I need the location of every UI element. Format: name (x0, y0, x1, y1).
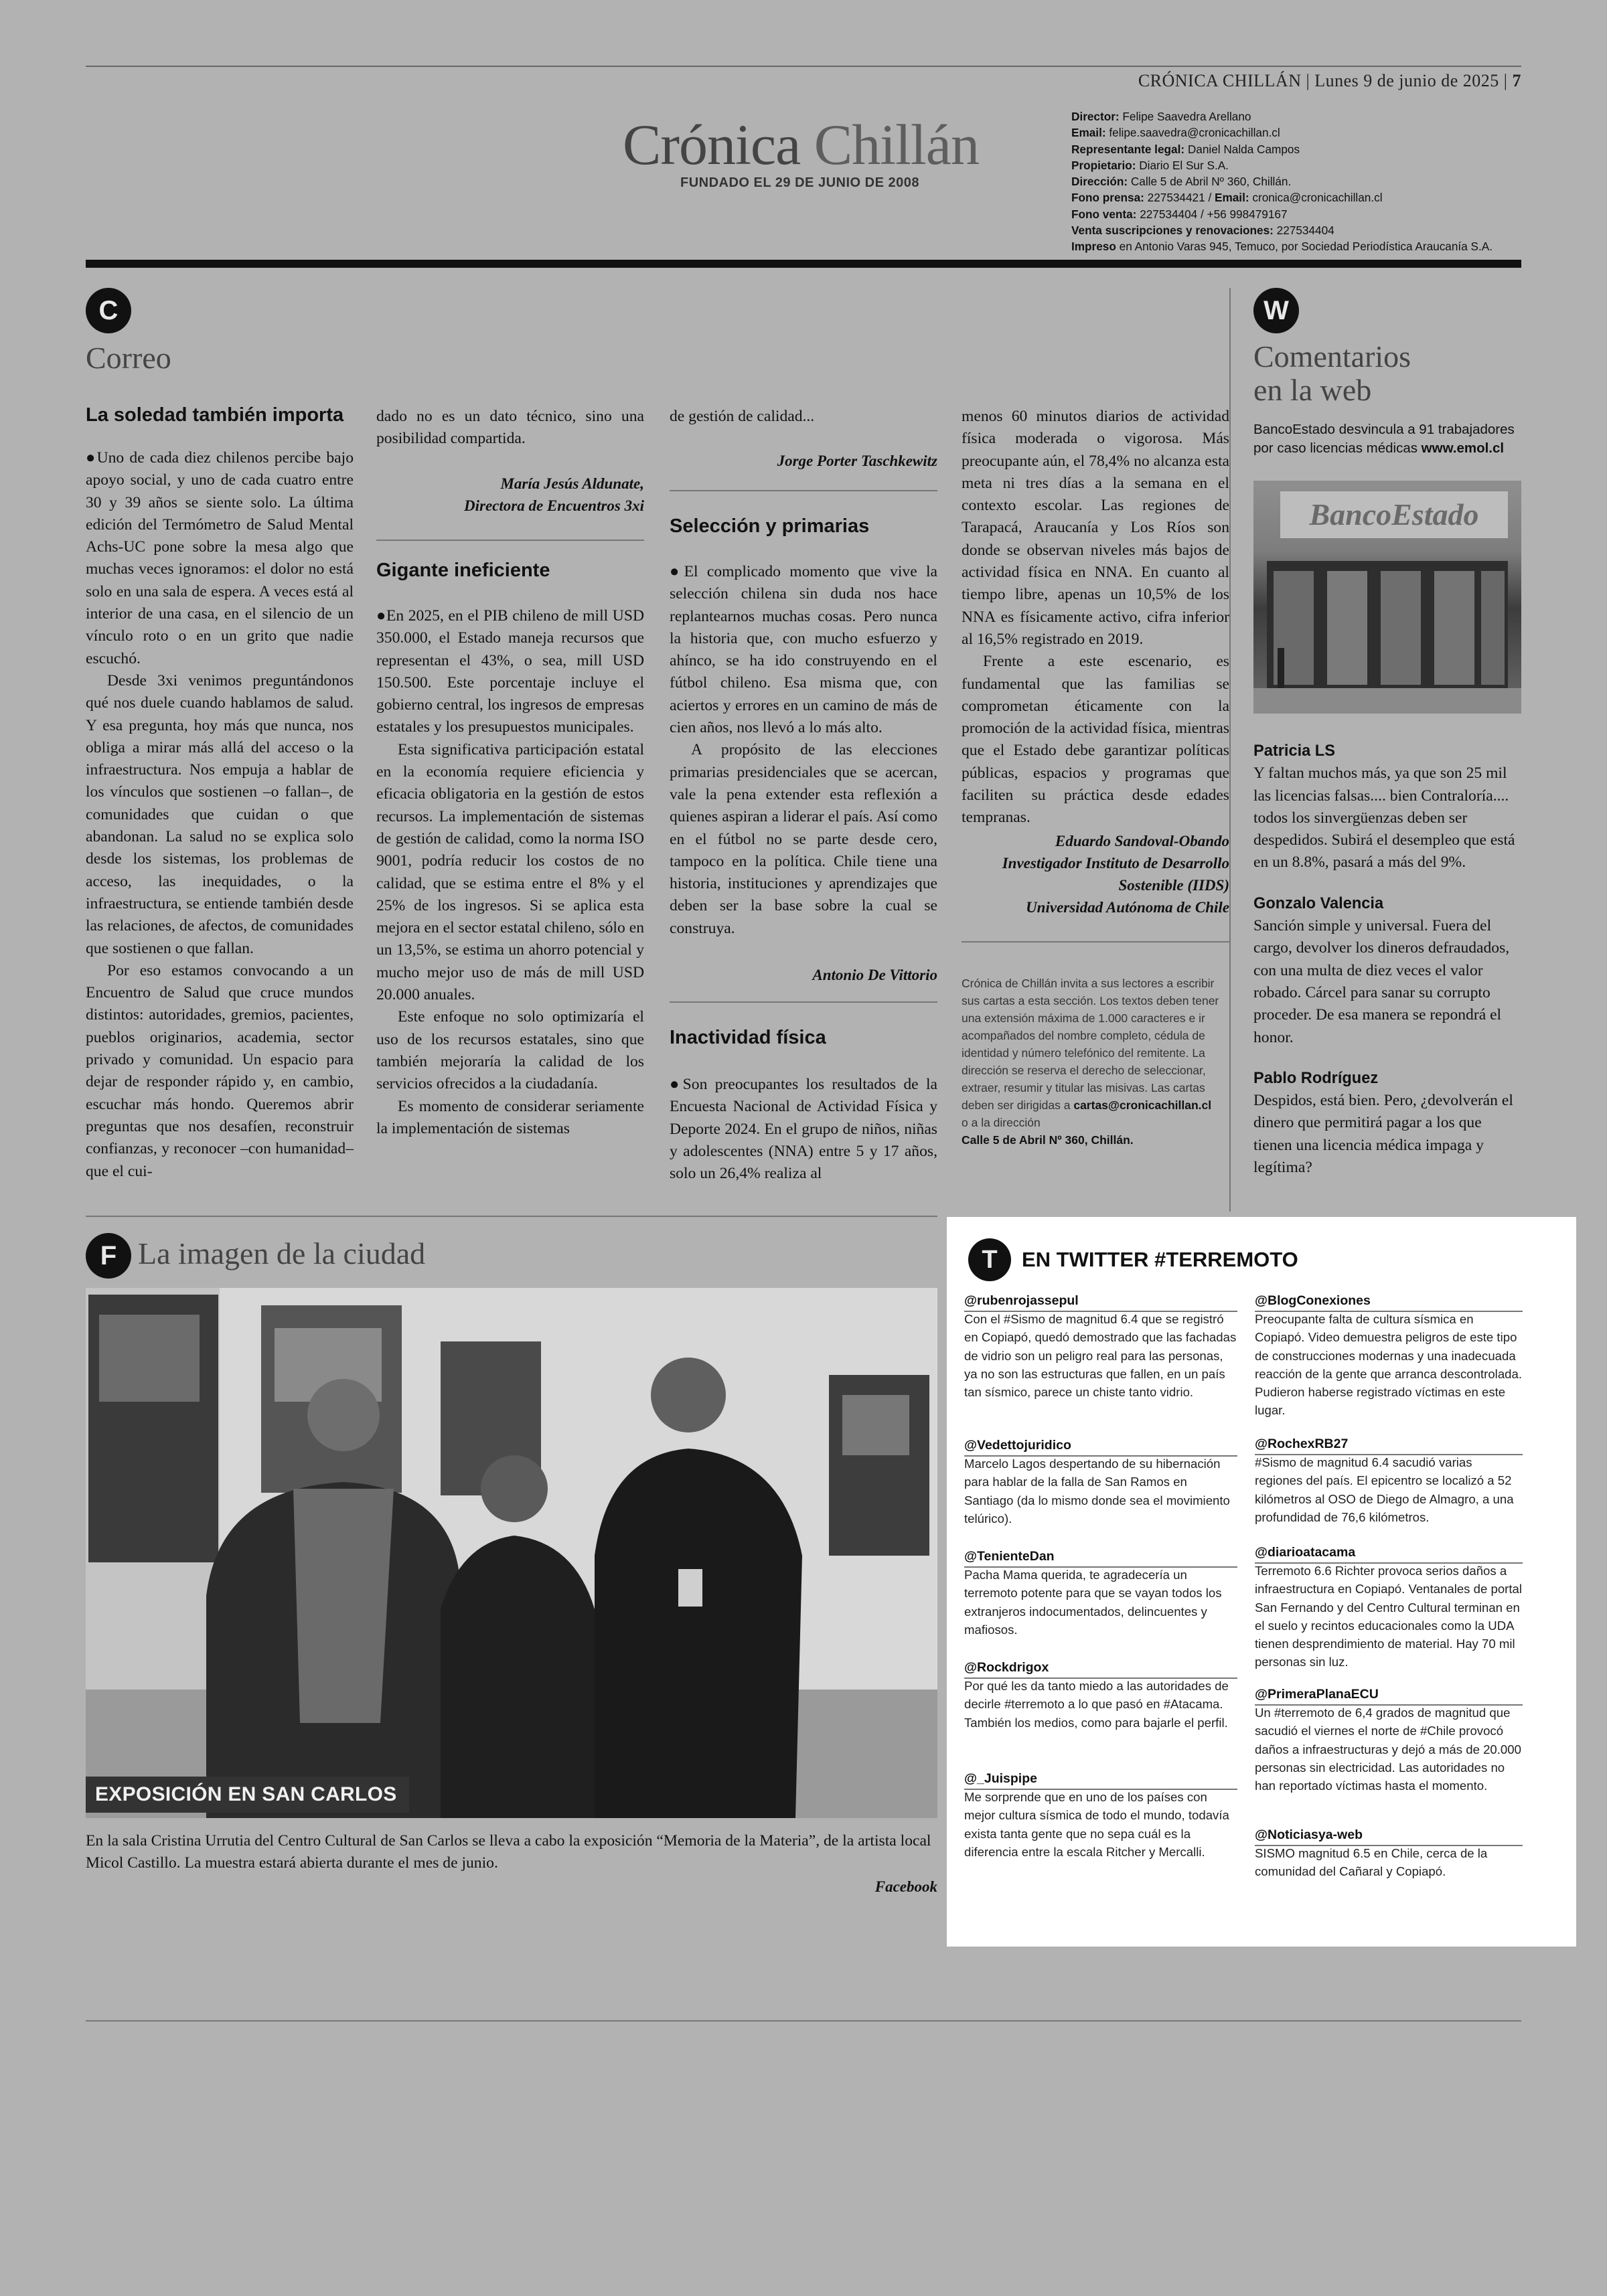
tweet-rule (1255, 1845, 1523, 1846)
letter-soledad-cont: dado no es un dato técnico, sino una posibilidad compartida. (376, 408, 644, 448)
photo-credit: Facebook (874, 1878, 937, 1895)
signature-aldunate: María Jesús Aldunate, Directora de Encuentros 3xi (464, 475, 644, 514)
staff-row: Dirección: Calle 5 de Abril Nº 360, Chillán. (1071, 175, 1292, 189)
tweet-handle[interactable]: @Noticiasya-web (1255, 1827, 1363, 1842)
tweet-handle[interactable]: @BlogConexiones (1255, 1293, 1371, 1308)
window-pane (1434, 571, 1474, 685)
comment-text: Y faltan muchos más, ya que son 25 mil las licencias falsas.... bien Contraloría.... todos los sinvergüenzas deben ser despedidos. Subirá el desempleo que está en un 8.8%, pasará a más del 9%. (1253, 764, 1515, 872)
tweet-rule (964, 1566, 1237, 1568)
letter-gigante-cont: de gestión de calidad... (670, 408, 815, 425)
staff-box (1071, 108, 1533, 255)
tweet-handle[interactable]: @_Juispipe (964, 1771, 1037, 1786)
tweet-handle[interactable]: @Rockdrigox (964, 1660, 1049, 1675)
window-pane (1381, 571, 1421, 685)
staff-row: Fono prensa: 227534421 / Email: cronica@cronicachillan.cl (1071, 191, 1383, 205)
tweet-text: Me sorprende que en uno de los países con mejor cultura sísmica de todo el mundo, todavía exista tanta gente que no sepa cuál es la diferencia entre la escala Ritcher y Mercalli. (964, 1790, 1229, 1859)
letter-soledad-body: ●Uno de cada diez chilenos percibe bajo apoyo social, y uno de cada cuatro entre 30 y 39 años se siente solo. La última edición del Termómetro de Salud Mental Achs-UC pone sobre la mesa algo que muchas veces ignoramos: el dolor no está solo en una sala de espera. A veces está al interior de una casa, en el silencio de un vínculo roto o en un grito que nadie escuchó. Desde 3xi venimos preguntándonos qué nos duele cuando hablamos de salud. Y esa pregunta, hoy más que nunca, nos obliga a mirar más allá del acceso o la infraestructura. Nos empuja a hablar de los vínculos que sostienen –o fallan–, de comunidades que cuidan o que abandonan. La salud no se explica solo desde los sistemas, los problemas de acceso, las inequidades, o la infraestructura, se entiende también desde las relaciones, de afectos, de comunidades que sostienen o que fallan. Por eso estamos convocando a un Encuentro de Salud que cruce mundos distintos: autoridades, gremios, pacientes, pueblos originarios, academia, sector privado y comunidad. Un espacio para dejar de responder rápido y, en cambio, escuchar más hondo. Queremos abrir preguntas que nos desafíen, reconstruir confianzas, y reconocer –con humanidad– que el cui- (86, 449, 354, 1180)
tweet (964, 1437, 1237, 1528)
sidewalk (1253, 688, 1521, 714)
building-facade (1253, 481, 1521, 714)
divider (962, 941, 1229, 942)
tweet-rule (964, 1311, 1237, 1312)
twitter-title: EN TWITTER #TERREMOTO (1022, 1248, 1298, 1271)
window-pane (1327, 571, 1367, 685)
staff-row: Director: Felipe Saavedra Arellano (1071, 110, 1251, 123)
masthead-logo: Crónica Chillán (623, 112, 979, 177)
tweet-rule (1255, 1562, 1523, 1564)
exhibition-illustration (86, 1288, 937, 1818)
tweet (964, 1770, 1237, 1861)
signature-sandoval: Eduardo Sandoval-Obando Investigador Instituto de Desarrollo Sostenible (IIDS) Universidad Autónoma de Chile (1002, 833, 1229, 916)
tweet (1255, 1686, 1523, 1795)
letter-seleccion-body: ●El complicado momento que vive la selección chilena sin duda nos hace replantearnos muchas cosas. Pero nunca la historia que, con mucho esfuerzo y ahínco, se ha ido construyendo en el fútbol chileno. Esa misma que, con aciertos y errores en un camino de más de cien años, nos llevó a lo más alto. A propósito de las elecciones primarias presidenciales que se acercan, vale la pena extender esta reflexión a quienes aspiran a liderar el país. Así como en el fútbol no se parte desde cero, tampoco en la política. Chile tiene una historia, instituciones y aprendizajes que deben ser la base sobre la cual se construya. (670, 563, 937, 937)
comment-list (1253, 740, 1521, 1179)
comment-item (1253, 893, 1521, 1049)
masthead-bar (86, 260, 1521, 268)
person-sweater (293, 1489, 394, 1723)
headline-seleccion: Selección y primarias (670, 515, 870, 537)
tweet-handle[interactable]: @Vedettojuridico (964, 1438, 1071, 1453)
person-head (651, 1358, 726, 1432)
tweet (964, 1659, 1237, 1732)
tweet-text: Pacha Mama querida, te agradecería un terremoto potente para que se vayan todos los extranjeros indocumentados, delincuentes y mafiosos. (964, 1568, 1222, 1637)
tweet-handle[interactable]: @rubenrojassepul (964, 1293, 1079, 1308)
staff-row: Propietario: Diario El Sur S.A. (1071, 158, 1229, 172)
tweet-text: Por qué les da tanto miedo a las autoridades de decirle #terremoto a lo que pasó en #Atacama. También los medios, como para bajarle el perfil. (964, 1679, 1229, 1730)
comentarios-title: Comentarios en la web (1253, 339, 1411, 407)
tweet (964, 1548, 1237, 1639)
correo-badge: C (86, 288, 131, 333)
top-rule (86, 66, 1521, 67)
exhibition-photo (86, 1288, 937, 1818)
tweet-text: #Sismo de magnitud 6.4 sacudió varias regiones del país. El epicentro se localizó a 52 kilómetros al OSO de Diego de Almagro, a una profundidad de 76,6 kilómetros. (1255, 1455, 1514, 1524)
staff-row: Representante legal: Daniel Nalda Campos (1071, 142, 1300, 156)
signature-devittorio: Antonio De Vittorio (812, 967, 937, 983)
comment-item (1253, 740, 1521, 874)
tweet-rule (964, 1677, 1237, 1679)
painting-detail (99, 1315, 200, 1402)
letters-email[interactable]: cartas@cronicachillan.cl (1073, 1098, 1212, 1112)
comment-item (1253, 1068, 1521, 1179)
window-pane (1481, 571, 1505, 685)
staff-row: Impreso en Antonio Varas 945, Temuco, por Sociedad Periodística Araucanía S.A. (1071, 240, 1493, 254)
comment-author: Patricia LS (1253, 742, 1335, 760)
tweet-handle[interactable]: @PrimeraPlanaECU (1255, 1687, 1379, 1702)
comment-text: Sanción simple y universal. Fuera del cargo, devolver los dineros defraudados, con una multa de diez veces el valor robado. Cárcel para sanar su corrupto proceder. De esa manera se repondrá el honor. (1253, 917, 1510, 1046)
tweet-handle[interactable]: @TenienteDan (964, 1549, 1055, 1564)
headline-soledad: La soledad también importa (86, 404, 344, 426)
section-rule (86, 1216, 937, 1217)
tweet-rule (964, 1789, 1237, 1790)
imagen-badge: F (86, 1233, 131, 1279)
divider (670, 490, 937, 491)
correo-title: Correo (86, 341, 171, 375)
tweet (1255, 1826, 1523, 1881)
source-link[interactable]: www.emol.cl (1421, 440, 1505, 456)
tweet-handle[interactable]: @diarioatacama (1255, 1545, 1356, 1560)
bancoestado-sign: BancoEstado (1280, 491, 1508, 538)
tweet-text: Preocupante falta de cultura sísmica en Copiapó. Video demuestra peligros de este tipo de construcciones modernas y una inadecuada reacción de la gente que arranca descontrolada. Pudieron haberse registrado víctimas en este lugar. (1255, 1312, 1523, 1418)
comment-author: Pablo Rodríguez (1253, 1069, 1379, 1087)
founded-line: FUNDADO EL 29 DE JUNIO DE 2008 (680, 175, 919, 190)
letter-inactividad-body: ●Son preocupantes los resultados de la Encuesta Nacional de Actividad Física y Deporte 2024. En el grupo de niños, niñas y adolescentes (NNA) entre 5 y 17 años, solo un 26,4% realiza al (670, 1076, 937, 1183)
headline-gigante: Gigante ineficiente (376, 560, 550, 581)
tweet-handle[interactable]: @RochexRB27 (1255, 1437, 1349, 1451)
letter-inactividad-cont: menos 60 minutos diarios de actividad física moderada o vigorosa. Más preocupante aún, el 78,4% no alcanza esta meta ni tres días a la semana en el contexto escolar. Las regiones de Tarapacá, Araucanía y Los Ríos son donde se observan niveles más bajos de actividad física en NNA. En cuanto al tiempo libre, apenas un 10,5% de los NNA es físicamente activo, cifra inferior al 16,5% registrado en 2019. Frente a este escenario, es fundamental que las familias se comprometan éticamente con la promoción de la actividad física, mientras que el Estado debe garantizar políticas públicas, espacios y programas que faciliten su práctica desde edades tempranas. (962, 408, 1229, 827)
staff-row: Fono venta: 227534404 / +56 998479167 (1071, 207, 1288, 221)
twitter-panel (947, 1217, 1576, 1947)
staff-row: Venta suscripciones y renovaciones: 227534404 (1071, 224, 1334, 238)
signature-porter: Jorge Porter Taschkewitz (777, 453, 937, 469)
tweet-text: Un #terremoto de 6,4 grados de magnitud que sacudió el viernes el norte de #Chile provocó daños a infraestructuras y dejó a más de 20.000 personas sin electricidad. Las autoridades no han reportado víctimas hasta el momento. (1255, 1706, 1521, 1793)
comment-author: Gonzalo Valencia (1253, 894, 1384, 912)
tweet-rule (1255, 1704, 1523, 1706)
bottom-rule (86, 2020, 1521, 2022)
tweet-rule (964, 1455, 1237, 1457)
tweet-rule (1255, 1311, 1523, 1312)
tweet-text: Marcelo Lagos despertando de su hibernación para hablar de la falla de San Ramos en Santiago (da lo mismo donde sea el movimiento telúrico). (964, 1457, 1230, 1526)
headline-inactividad: Inactividad física (670, 1027, 826, 1048)
tweet-text: Terremoto 6.6 Richter provoca serios daños a infraestructura en Copiapó. Ventanales de portal San Fernando y del Centro Cultural terminan en el suelo y recintos educacionales como la UDA tienen desprendimiento de material. Hay 70 mil personas sin luz. (1255, 1564, 1522, 1669)
divider (376, 540, 644, 541)
imagen-title: La imagen de la ciudad (138, 1236, 426, 1270)
letter-gigante-body: ●En 2025, en el PIB chileno de mill USD 350.000, el Estado maneja recursos que representan el 43%, o sea, mill USD 150.500. Este porcentaje incluye el gobierno central, los ingresos de empresas estatales y los presupuestos municipales. Esta significativa participación estatal en la economía requiere eficiencia y eficacia obligatoria en la gestión de estos recursos. La implementación de sistemas de gestión de calidad, como la norma ISO 9001, podría reducir los costos de no calidad, que se estima entre el 8% y el 25% de los ingresos. Si se aplica esta mejora en el sector estatal chileno, sólo en un 13,5%, se estima un ahorro potencial y mucho mejor uso de más de mill USD 20.000 anuales. Este enfoque no solo optimizaría el uso de los recursos estatales, sino que también mejoraría la calidad de los servicios ofrecidos a la ciudadanía. Es momento de considerar seriamente la implementación de sistemas (376, 607, 644, 1137)
tweet (1255, 1435, 1523, 1526)
tweet-text: SISMO magnitud 6.5 en Chile, cerca de la comunidad del Cañaral y Copiapó. (1255, 1846, 1488, 1879)
comentarios-badge: W (1253, 288, 1299, 333)
running-head: CRÓNICA CHILLÁN | Lunes 9 de junio de 2025 | 7 (1138, 71, 1521, 90)
photo-caption: En la sala Cristina Urrutia del Centro Cultural de San Carlos se lleva a cabo la exposición “Memoria de la Materia”, de la artista local Micol Castillo. La muestra estará abierta durante el mes de junio. (86, 1832, 931, 1872)
column-divider (1229, 288, 1231, 1212)
twitter-badge: T (968, 1238, 1011, 1281)
staff-row: Email: felipe.saavedra@cronicachillan.cl (1071, 126, 1280, 140)
pedestrian-figure (1278, 648, 1284, 688)
person-jacket (595, 1449, 802, 1818)
id-badge (678, 1569, 702, 1607)
comment-text: Despidos, está bien. Pero, ¿devolverán el dinero que permitirá pagar a los que tienen una licencia médica impaga y legítima? (1253, 1092, 1513, 1177)
photo-label: EXPOSICIÓN EN SAN CARLOS (86, 1777, 409, 1813)
divider (670, 1001, 937, 1003)
tweet (964, 1292, 1237, 1401)
tweet-text: Con el #Sismo de magnitud 6.4 que se registró en Copiapó, quedó demostrado que las fachadas de vidrio son un peligro real para las personas, ya no son las estructuras que fallen, en un país tan sísmico, parece un chiste tanto vidrio. (964, 1312, 1237, 1400)
person-head (481, 1455, 548, 1522)
letters-invitation: Crónica de Chillán invita a sus lectores a escribir sus cartas a esta sección. Los textos deben tener una extensión máxima de 1.000 caracteres e ir acompañados del nombre completo, cédula de identidad y número telefónico del remitente. La dirección se reserva el derecho de seleccionar, extraer, resumir y titular las misivas. Las cartas deben ser dirigidas a cartas@cronicachillan.cl o a la dirección Calle 5 de Abril Nº 360, Chillán. (962, 977, 1219, 1147)
person-dress (441, 1536, 595, 1818)
person-head (307, 1379, 380, 1451)
bancoestado-photo (1253, 481, 1521, 714)
tweet-rule (1255, 1454, 1523, 1455)
comentarios-lead: BancoEstado desvincula a 91 trabajadores por caso licencias médicas www.emol.cl (1253, 422, 1515, 456)
painting-detail (842, 1395, 909, 1455)
